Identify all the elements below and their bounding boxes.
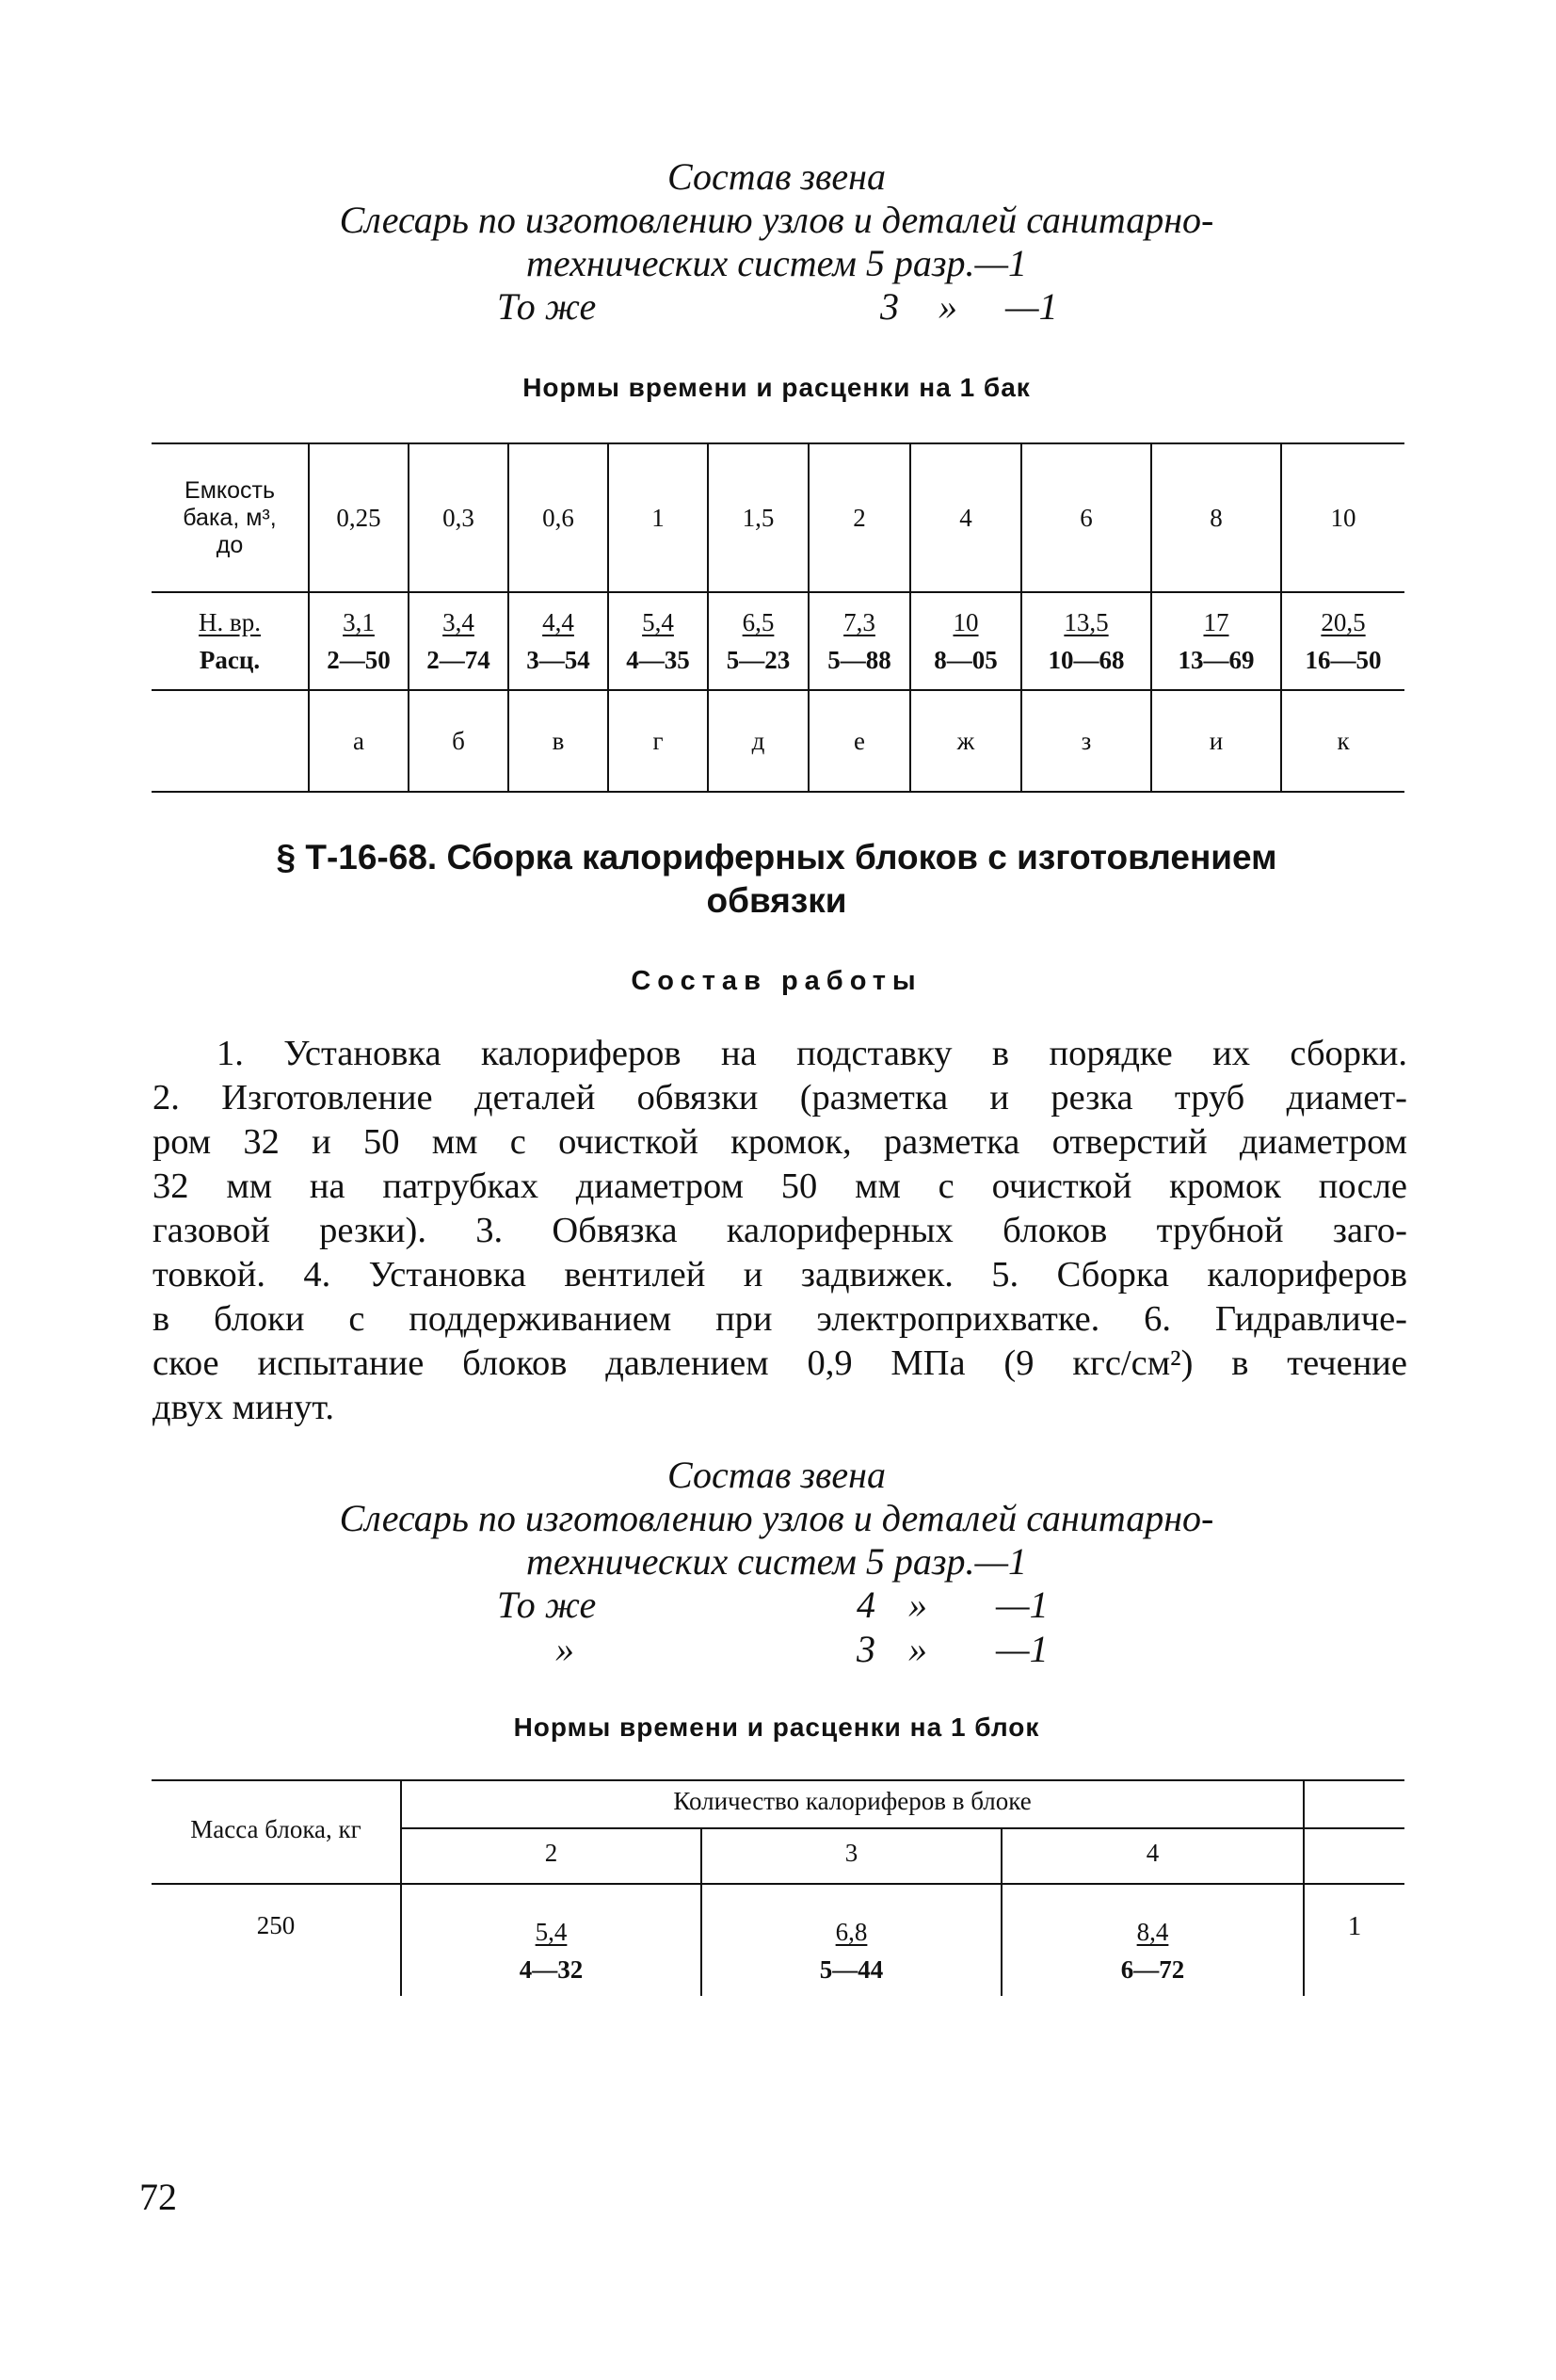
work-heading: Состав работы: [631, 966, 922, 996]
norm-rate-cell: 6,5 5—23: [708, 592, 809, 690]
capacity-cell: 8: [1151, 443, 1281, 592]
norm-rate-cell: 4,4 3—54: [508, 592, 608, 690]
crew1-title: Состав звена: [666, 155, 886, 198]
column-letter: а: [309, 690, 409, 792]
table1-header-label: Емкость бака, м³, до: [152, 443, 309, 592]
crew2-line2: технических систем 5 разр.—1: [525, 1540, 1028, 1583]
norm-rate-cell: 5,4 4—35: [608, 592, 708, 690]
norm-rate-cell: 20,5 16—50: [1281, 592, 1404, 690]
column-letter: ж: [910, 690, 1021, 792]
crew1-row-grade: 3: [880, 285, 899, 328]
column-letter: к: [1337, 726, 1350, 755]
capacity-cell: 6: [1021, 443, 1151, 592]
work-line: товкой. 4. Установка вентилей и задвижек. 5. Сборка калориферов: [152, 1255, 1407, 1295]
crew2-title: Состав звена: [666, 1454, 886, 1496]
capacity-cell: 0,6: [508, 443, 608, 592]
crew1-line1: Слесарь по изготовлению узлов и деталей санитарно-: [339, 199, 1214, 241]
crew2-row-mark: »: [908, 1628, 927, 1670]
rate-label: Расц.: [199, 646, 261, 674]
table1-norm-rate-row: [152, 592, 1404, 690]
section-title: § Т-16-68. Сборка калориферных блоков с изготовлением обвязки: [276, 838, 1277, 920]
work-line: ром 32 и 50 мм с очисткой кромок, разметка отверстий диаметром: [152, 1122, 1407, 1162]
table2-vrule: [1303, 1779, 1305, 1996]
crew2-row-label: То же: [497, 1584, 597, 1626]
capacity-cell: 1,5: [708, 443, 809, 592]
crew2-row-label: »: [555, 1628, 574, 1670]
table2-count: 2: [544, 1839, 558, 1867]
column-letter: и: [1151, 690, 1281, 792]
norm-rate-cell: 13,5 10—68: [1021, 592, 1151, 690]
work-line: в блоки с поддерживанием при электроприхватке. 6. Гидравличе-: [152, 1299, 1407, 1339]
crew2-line1: Слесарь по изготовлению узлов и деталей санитарно-: [339, 1497, 1214, 1539]
table2-norm-rate-cell: 5,4 4—32: [519, 1918, 584, 1984]
table2-col-label: Масса блока, кг: [190, 1815, 361, 1843]
norm-rate-cell: 3,1 2—50: [309, 592, 409, 690]
crew1-row-count: —1: [1005, 285, 1058, 328]
table2-group-rule: [401, 1827, 1404, 1829]
column-letter: б: [409, 690, 508, 792]
norm-rate-cell: 10 8—05: [910, 592, 1021, 690]
work-line: 32 мм на патрубках диаметром 50 мм с очисткой кромок после: [152, 1166, 1407, 1206]
column-letter: в: [508, 690, 608, 792]
table1-caption: Нормы времени и расценки на 1 бак: [522, 373, 1031, 402]
table2-caption: Нормы времени и расценки на 1 блок: [513, 1713, 1040, 1742]
table2-row-number: 1: [1347, 1911, 1362, 1941]
capacity-cell: 1: [608, 443, 708, 592]
column-letter: з: [1021, 690, 1151, 792]
work-line: ское испытание блоков давлением 0,9 МПа (9 кгс/см²) в течение: [152, 1343, 1407, 1383]
capacity-cell: 4: [910, 443, 1021, 592]
table1-header-row: [152, 443, 1404, 592]
crew2-row-grade: 3: [857, 1628, 875, 1670]
table1: [152, 442, 1404, 793]
column-letter: е: [809, 690, 910, 792]
page-number: 72: [139, 2176, 177, 2218]
norm-rate-cell: 3,4 2—74: [409, 592, 508, 690]
table1-row-labels: [152, 592, 309, 690]
crew1-line2: технических систем 5 разр.—1: [525, 242, 1028, 284]
work-line: 1. Установка калориферов на подставку в порядке их сборки.: [217, 1034, 1407, 1073]
crew2-row-mark: »: [908, 1584, 927, 1626]
table1-letter-row: [152, 690, 1404, 792]
capacity-cell: 0,25: [309, 443, 409, 592]
work-line: двух минут.: [152, 1388, 334, 1427]
crew2-row-grade: 4: [857, 1584, 875, 1626]
column-letter: д: [708, 690, 809, 792]
table2-group-label: Количество калориферов в блоке: [673, 1787, 1032, 1815]
crew1-row-mark: »: [938, 285, 957, 328]
capacity-cell: 10: [1281, 443, 1404, 592]
work-line: 2. Изготовление деталей обвязки (разметка и резка труб диамет-: [152, 1078, 1407, 1118]
column-letter: г: [608, 690, 708, 792]
capacity-cell: 2: [809, 443, 910, 592]
crew2-row-count: —1: [996, 1584, 1049, 1626]
table2-mass: 250: [256, 1911, 296, 1939]
table2-norm-rate-cell: 6,8 5—44: [819, 1918, 884, 1984]
table2-top-rule: [152, 1779, 1404, 1781]
crew2-row-count: —1: [996, 1628, 1049, 1670]
norm-rate-cell: 7,3 5—88: [809, 592, 910, 690]
table2-norm-rate-cell: 8,4 6—72: [1120, 1918, 1185, 1984]
work-description: [152, 1032, 1407, 1430]
norm-label: Н. вр.: [199, 608, 261, 636]
crew1-row-label: То же: [497, 285, 597, 328]
table2-count: 4: [1146, 1839, 1160, 1867]
norm-rate-cell: 17 13—69: [1151, 592, 1281, 690]
work-line: газовой резки). 3. Обвязка калориферных блоков трубной заго-: [152, 1211, 1407, 1250]
table2-header-rule: [152, 1883, 1404, 1885]
table2: [152, 1779, 1404, 1996]
table2-count: 3: [844, 1839, 858, 1867]
capacity-cell: 0,3: [409, 443, 508, 592]
